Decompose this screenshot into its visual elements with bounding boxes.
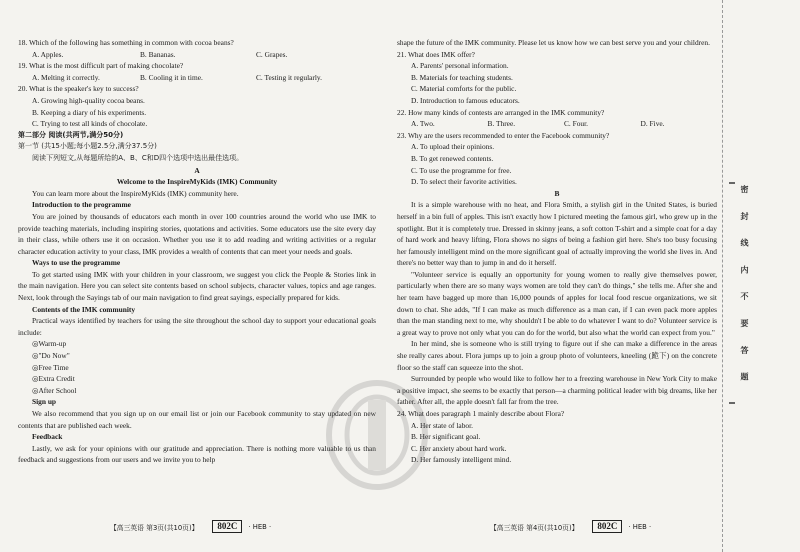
- option: C. Four.: [564, 119, 589, 129]
- option: A. Parents' personal information.: [411, 61, 509, 71]
- page-info: 【高三英语 第3页(共10页)】: [110, 523, 199, 532]
- subheading: Sign up: [32, 397, 57, 407]
- option: A. Apples.: [32, 49, 64, 59]
- footer-left: [110, 520, 360, 533]
- question-18: 18. Which of the following has something in common with cocoa beans?: [18, 38, 234, 47]
- subheading: Ways to use the programme: [32, 258, 121, 268]
- question-18-options: [18, 49, 376, 61]
- list-item: ◎"Do Now": [32, 351, 70, 361]
- option: D. Introduction to famous educators.: [411, 95, 520, 105]
- option: A. Melting it correctly.: [32, 72, 100, 82]
- exam-code: 802C: [592, 520, 622, 533]
- exam-code: 802C: [212, 520, 242, 533]
- list-item: ◎Extra Credit: [32, 374, 75, 384]
- binding-line: [722, 0, 724, 552]
- part-heading: 第二部分 阅读(共两节,满分50分): [18, 130, 124, 139]
- right-column: [397, 37, 717, 466]
- question-24: 24. What does paragraph 1 mainly describe about Flora?: [397, 409, 565, 418]
- subheading: Feedback: [32, 432, 63, 442]
- footer-right: [490, 520, 720, 533]
- question-22-options: [397, 118, 717, 130]
- question-19: 19. What is the most difficult part of making chocolate?: [18, 61, 184, 71]
- binding-mark: [729, 182, 735, 184]
- question-21: 21. What does IMK offer?: [397, 49, 475, 59]
- page-info: 【高三英语 第4页(共10页)】: [490, 523, 579, 532]
- option: A. Two.: [411, 119, 435, 129]
- paragraph: "Volunteer service is equally an opportunity for young women to really give themselves power, particularly when there are so many ways women are told they can't do things," she tells me. After she and her team have bagged up more than 16,000 pounds of apples for local food rescue organizations, we sit down to chat. She adds, "If I can make as much difference as a man can, if I can even pack more apples than the man standing next to me, why shouldn't I be able to do whatever I want to do? Volunteer service is a great way to prove not only what you can do for the world, but also what the world can expect from you.": [397, 269, 717, 337]
- paragraph: To get started using IMK with your children in your classroom, we suggest you click the People & Stories link in the main navigation. Here you can select site contents based on school subjects, character values, topics and age ranges. Next, look through the Sayings tab of our main navigation to find great sayings, especially prepared for kids.: [18, 269, 376, 303]
- option: D. Her famously intelligent mind.: [411, 455, 512, 465]
- option: C. Testing it regularly.: [256, 72, 322, 82]
- option: B. Materials for teaching students.: [411, 72, 513, 82]
- option: B. Three.: [487, 119, 516, 129]
- option: A. Her state of labor.: [411, 420, 473, 430]
- option: C. To use the programme for free.: [411, 165, 512, 175]
- option: B. To get renewed contents.: [411, 153, 494, 163]
- list-item: ◎After School: [32, 385, 77, 395]
- passage-title: Welcome to the InspireMyKids (IMK) Community: [116, 177, 278, 187]
- option: C. Material comforts for the public.: [411, 84, 517, 94]
- paragraph: Lastly, we ask for your opinions with our gratitude and appreciation. There is nothing more valuable to us than feedback and suggestions from our users and we invite you to help: [18, 443, 376, 465]
- footer-suffix: · HEB ·: [628, 522, 652, 531]
- option: D. To select their favorite activities.: [411, 177, 517, 187]
- option: D. Five.: [640, 119, 665, 129]
- paragraph: In her mind, she is someone who is still trying to figure out if she can make a difference in the areas she really cares about. Flora jumps up to join a group photo of volunteers, kneeling (跪下) on the concrete floor so the staff can squeeze into the shot.: [397, 339, 717, 372]
- question-22: 22. How many kinds of contests are arranged in the IMK community?: [397, 107, 605, 117]
- option: B. Cooling it in time.: [140, 72, 203, 82]
- option: B. Her significant goal.: [411, 432, 481, 442]
- binding-mark: [729, 402, 735, 404]
- instruction: 阅读下列短文,从每题所给的A、B、C和D四个选项中选出最佳选项。: [32, 153, 244, 162]
- intro-line: You can learn more about the InspireMyKids (IMK) community here.: [32, 188, 239, 198]
- list-item: ◎Warm-up: [32, 339, 67, 349]
- passage-label: A: [194, 165, 200, 175]
- option: C. Grapes.: [256, 49, 288, 59]
- option: C. Trying to test all kinds of chocolate.: [32, 119, 148, 129]
- section-heading: 第一节 (共15小题;每小题2.5分,满分37.5分): [18, 142, 157, 151]
- paragraph: We also recommend that you sign up on our email list or join our Facebook community to stay updated on new contents that are published each week.: [18, 409, 376, 430]
- option: B. Bananas.: [140, 49, 176, 59]
- option: B. Keeping a diary of his experiments.: [32, 107, 147, 117]
- question-19-options: [18, 72, 376, 84]
- footer-suffix: · HEB ·: [248, 522, 272, 531]
- watermark-stamp-icon: [322, 380, 432, 490]
- option: A. Growing high-quality cocoa beans.: [32, 95, 145, 105]
- paragraph: shape the future of the IMK community. Please let us know how we can best serve you and your children.: [397, 38, 710, 47]
- binding-strip-text: 密 封 线 内 不 要 答 题: [740, 185, 749, 389]
- paragraph: It is a simple warehouse with no heat, and Flora Smith, a stylish girl in the United States, is buried herself in a bin full of apples. This isn't exactly how I pictured meeting the famous girl, who grew up in the spotlight. But it is completely true. Dressed in skinny jeans, a soft cotton T-shirt and a simple coat for a day of hard work and heavy lifting, Flora shows no signs of being a fashion girl here. She's too busy focusing her famously intelligent mind on the more significant goal of actually improving the world she lives in. And there's no better way than to jump in and do it herself.: [397, 200, 717, 268]
- subheading: Contents of the IMK community: [32, 304, 136, 314]
- option: A. To upload their opinions.: [411, 142, 495, 152]
- question-20: 20. What is the speaker's key to success?: [18, 84, 139, 94]
- list-item: ◎Free Time: [32, 362, 69, 372]
- option: C. Her anxiety about hard work.: [411, 443, 507, 453]
- subheading: Introduction to the programme: [32, 200, 131, 210]
- passage-label: B: [554, 188, 560, 198]
- paragraph: You are joined by thousands of educators each month in over 100 countries around the world who use IMK to provide teaching materials, including inspiring stories, quotations and activities. Some educators use the site every day in their class, while others use it on occasion. Whether you use it to add reading and writing activities or a regular character education activity to your class, IMK provides a wealth of contents that can meet your needs and goals.: [18, 211, 376, 256]
- paragraph: Practical ways identified by teachers for using the site throughout the school day to support your educational goals include:: [18, 316, 376, 337]
- paragraph: Surrounded by people who would like to follow her to a freezing warehouse in New York City to make a positive impact, she seems to be exactly that person—a charming political leader with big dreams, like her father. After all, the apple doesn't fall far from the tree.: [397, 374, 717, 407]
- question-23: 23. Why are the users recommended to enter the Facebook community?: [397, 130, 610, 140]
